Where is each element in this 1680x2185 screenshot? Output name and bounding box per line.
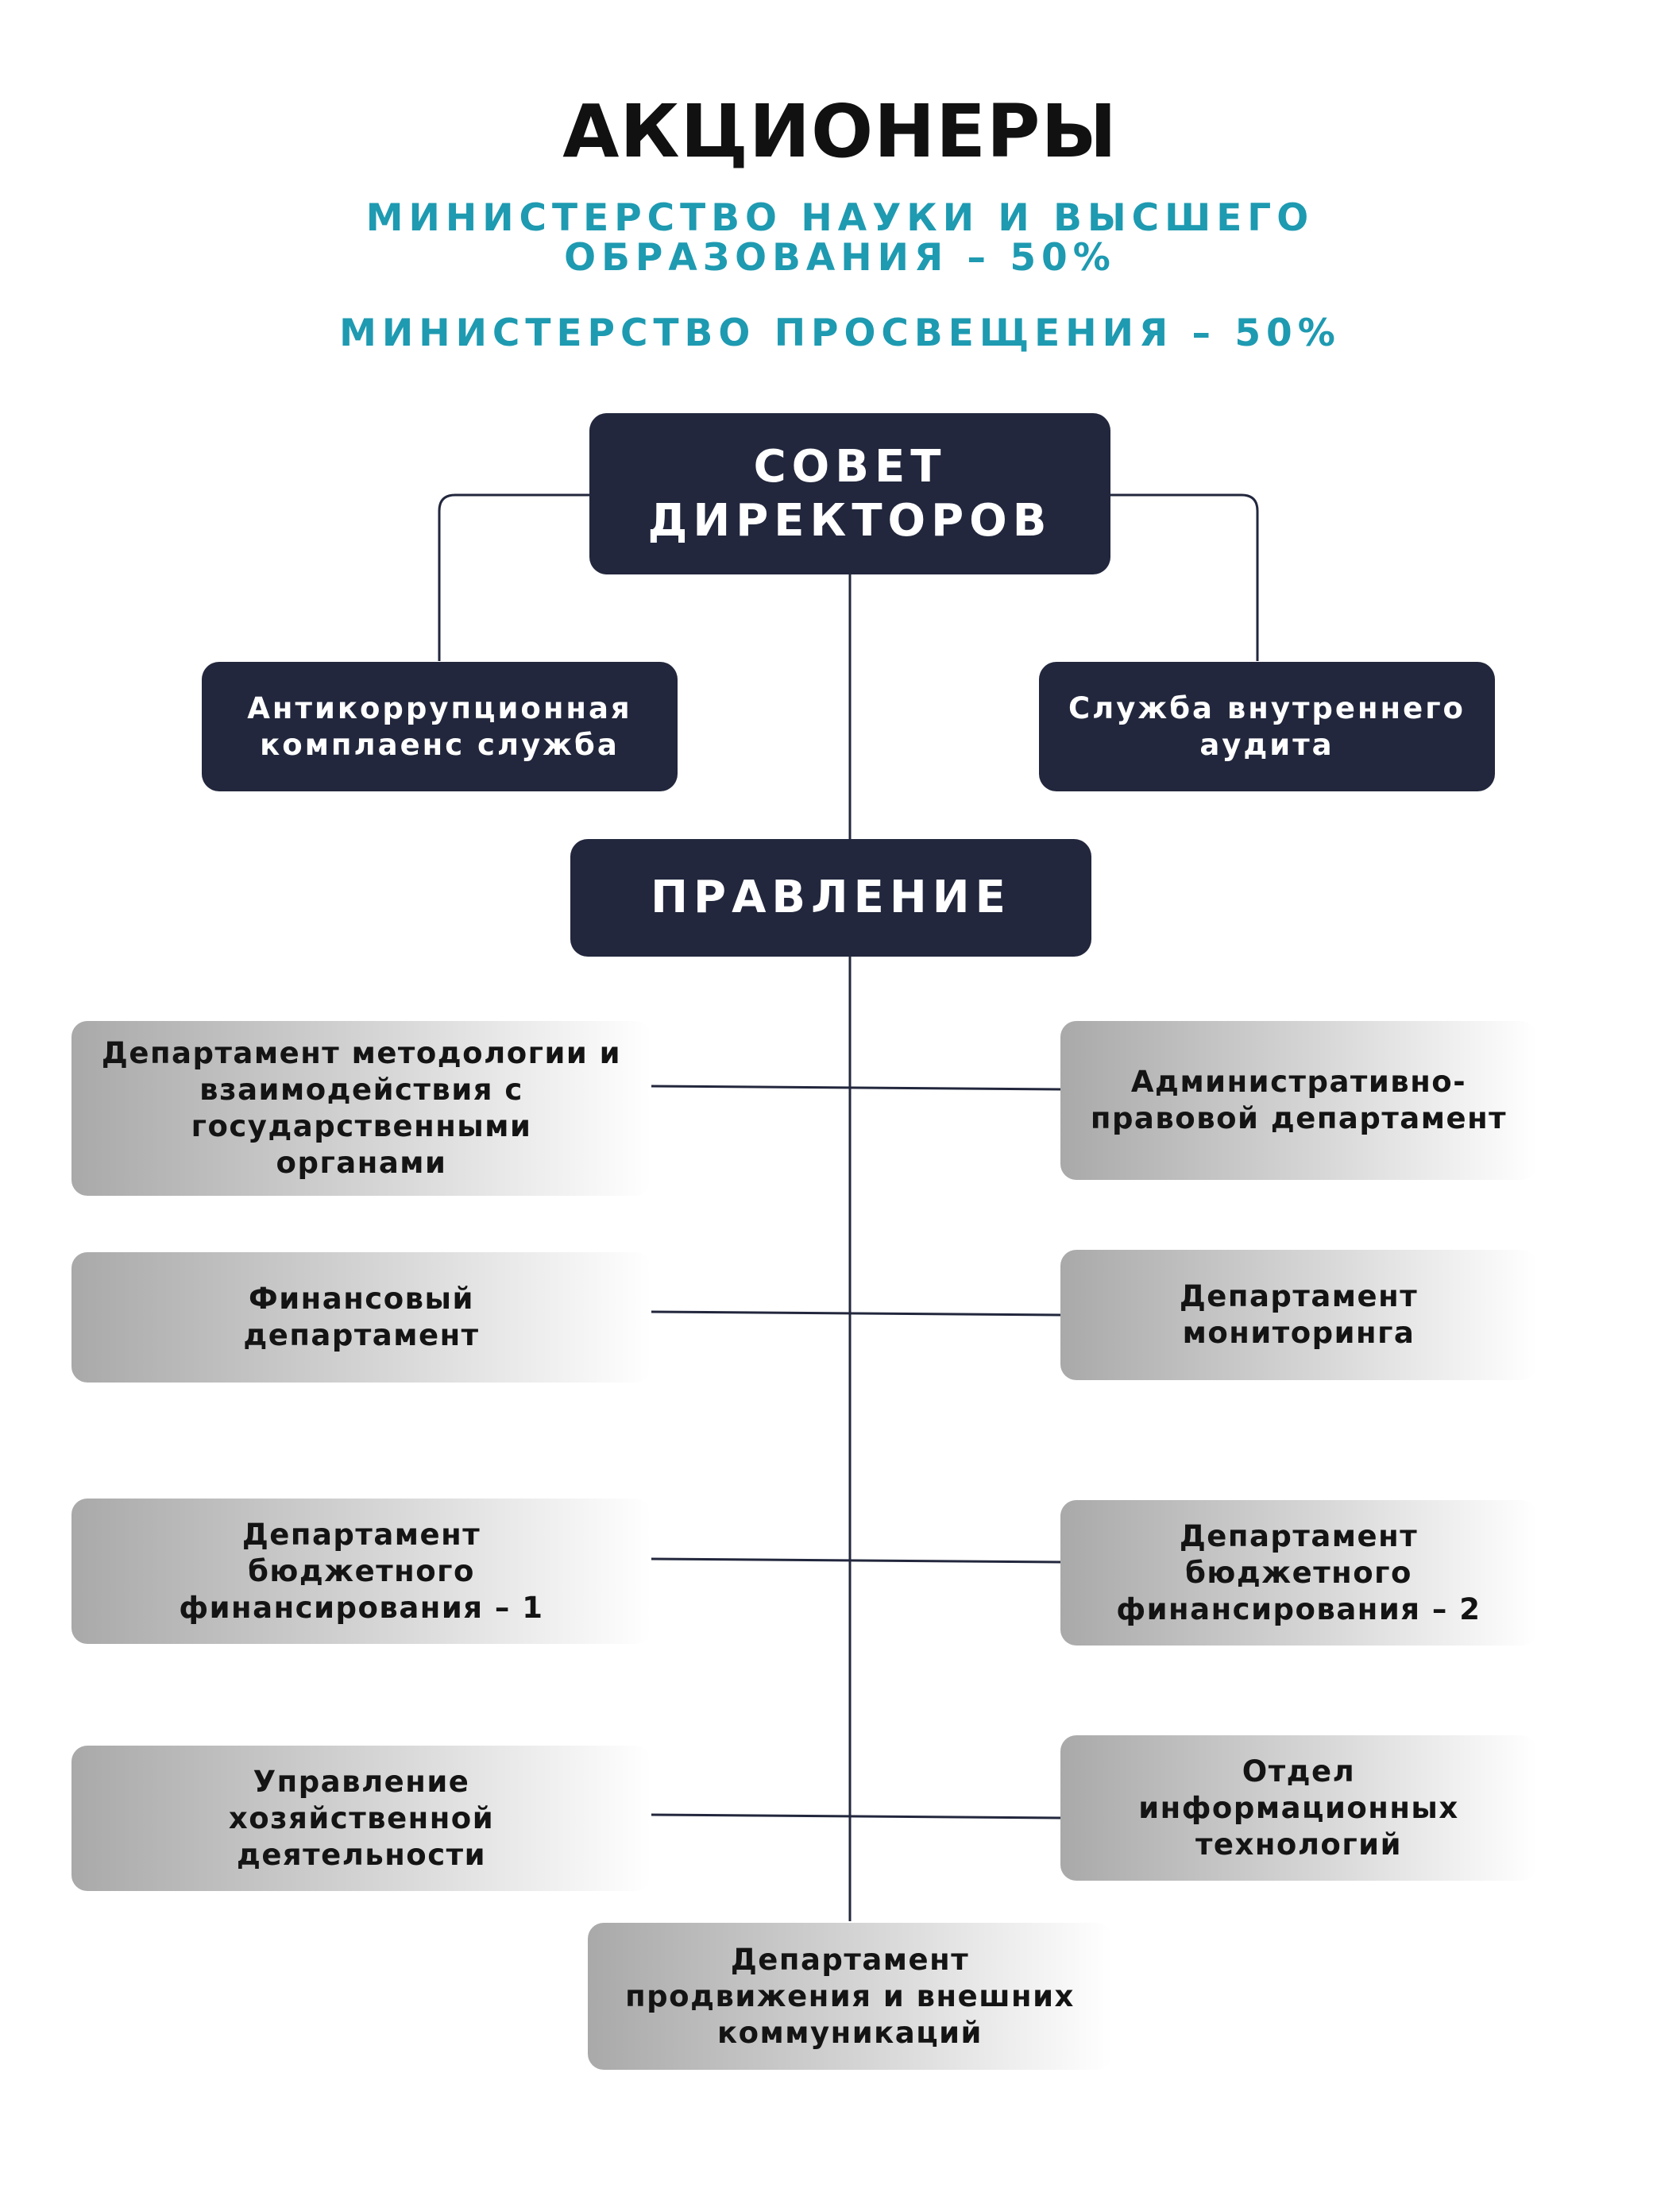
board-of-directors-box [589, 413, 1110, 574]
dept-budget-financing-2 [1060, 1500, 1537, 1646]
dept-economic-management [71, 1746, 651, 1891]
dept-it-label: Отдел информационных технологий [1138, 1754, 1459, 1862]
dept-administrative-legal-label: Административно- правовой департамент [1090, 1065, 1508, 1135]
connector-row-2 [651, 1312, 1060, 1315]
shareholder-education-ministry: МИНИСТЕРСТВО ПРОСВЕЩЕНИЯ – 50% [339, 311, 1341, 355]
dept-methodology-label: Департамент методологии и взаимодействия с государственными органами [101, 1036, 622, 1180]
dept-finance-label: Финансовый департамент [243, 1282, 480, 1352]
connector-row-4 [651, 1815, 1060, 1818]
anticorruption-service-label: Антикоррупционная комплаенс служба [247, 690, 632, 762]
board-to-audit-line [1108, 495, 1257, 661]
dept-budget-financing-1-label: Департамент бюджетного финансирования – 1 [179, 1517, 544, 1625]
anticorruption-service-box [202, 662, 678, 791]
dept-it [1060, 1735, 1537, 1881]
management-label: ПРАВЛЕНИЕ [651, 872, 1011, 923]
connector-row-3 [651, 1559, 1060, 1562]
board-to-anticorruption-line [439, 495, 592, 661]
dept-monitoring-label: Департамент мониторинга [1179, 1279, 1419, 1350]
board-of-directors-label: СОВЕТ ДИРЕКТОРОВ [647, 440, 1052, 547]
connector-row-1 [651, 1086, 1060, 1089]
internal-audit-box [1039, 662, 1495, 791]
dept-promotion-communications-label: Департамент продвижения и внешних коммуникаций [625, 1942, 1075, 2050]
dept-economic-management-label: Управление хозяйственной деятельности [228, 1764, 495, 1872]
dept-methodology [71, 1021, 651, 1196]
dept-finance [71, 1252, 651, 1383]
dept-budget-financing-1 [71, 1499, 651, 1644]
internal-audit-label: Служба внутреннего аудита [1068, 690, 1466, 762]
shareholder-science-ministry-label: МИНИСТЕРСТВО НАУКИ И ВЫСШЕГО ОБРАЗОВАНИЯ – 50% [365, 196, 1315, 280]
page-title: АКЦИОНЕРЫ [562, 89, 1118, 174]
dept-budget-financing-2-label: Департамент бюджетного финансирования – 2 [1116, 1518, 1481, 1626]
dept-promotion-communications [588, 1923, 1112, 2070]
management-box [570, 839, 1091, 957]
dept-monitoring [1060, 1250, 1537, 1380]
dept-administrative-legal [1060, 1021, 1537, 1180]
